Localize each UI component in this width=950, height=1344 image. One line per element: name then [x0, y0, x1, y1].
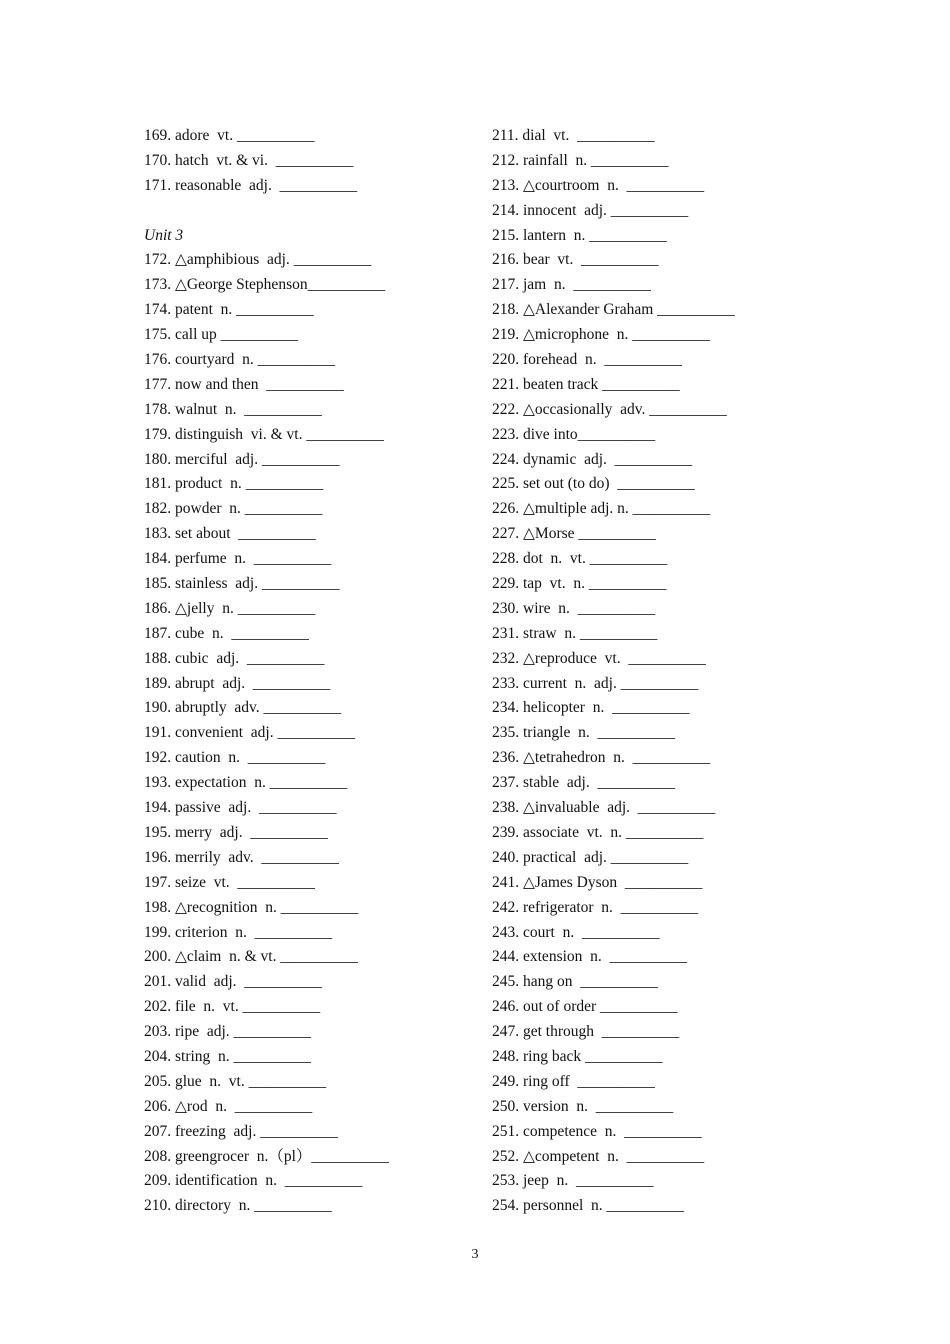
vocab-entry: 242. refrigerator n. __________ — [492, 898, 699, 916]
vocab-entry: 190. abruptly adv. __________ — [144, 699, 342, 717]
unit-heading: Unit 3 — [144, 226, 184, 244]
vocab-entry: 211. dial vt. __________ — [492, 127, 655, 144]
vocab-entry: 173. △George Stephenson__________ — [144, 276, 386, 294]
vocab-entry: 234. helicopter n. __________ — [492, 699, 690, 717]
vocab-entry: 212. rainfall n. __________ — [492, 151, 669, 169]
vocab-entry: 244. extension n. __________ — [492, 948, 688, 966]
vocab-entry: 226. △multiple adj. n. __________ — [492, 500, 711, 518]
vocab-entry: 218. △Alexander Graham __________ — [492, 301, 735, 319]
vocab-entry: 172. △amphibious adj. __________ — [144, 251, 372, 269]
vocab-entry: 237. stable adj. __________ — [492, 774, 675, 792]
vocab-entry: 202. file n. vt. __________ — [144, 998, 321, 1016]
vocab-entry: 177. now and then __________ — [144, 375, 344, 393]
vocabulary-right-column — [492, 124, 892, 1219]
vocab-entry: 251. competence n. __________ — [492, 1122, 702, 1140]
vocab-entry: 252. △competent n. __________ — [492, 1147, 705, 1165]
vocab-entry: 241. △James Dyson __________ — [492, 873, 703, 891]
vocab-entry: 232. △reproduce vt. __________ — [492, 649, 706, 667]
vocab-entry: 221. beaten track __________ — [492, 375, 680, 393]
vocab-entry: 181. product n. __________ — [144, 475, 324, 493]
vocab-entry: 217. jam n. __________ — [492, 276, 651, 294]
vocab-entry: 239. associate vt. n. __________ — [492, 823, 704, 841]
vocab-entry: 249. ring off __________ — [492, 1072, 655, 1090]
vocab-entry: 178. walnut n. __________ — [144, 400, 322, 418]
vocab-entry: 185. stainless adj. __________ — [144, 575, 340, 593]
vocab-entry: 229. tap vt. n. __________ — [492, 575, 667, 593]
vocab-entry: 200. △claim n. & vt. __________ — [144, 948, 358, 966]
vocab-entry: 186. △jelly n. __________ — [144, 599, 316, 617]
vocab-entry: 231. straw n. __________ — [492, 624, 658, 642]
vocab-entry: 223. dive into__________ — [492, 425, 656, 443]
vocab-entry: 180. merciful adj. __________ — [144, 450, 340, 468]
vocab-entry: 176. courtyard n. __________ — [144, 351, 336, 369]
vocab-entry: 182. powder n. __________ — [144, 500, 323, 518]
vocab-entry: 207. freezing adj. __________ — [144, 1122, 338, 1140]
vocab-entry: 210. directory n. __________ — [144, 1197, 332, 1215]
vocab-entry: 175. call up __________ — [144, 326, 299, 344]
page-number: 3 — [471, 1247, 479, 1262]
vocab-entry: 187. cube n. __________ — [144, 624, 309, 642]
vocab-entry: 220. forehead n. __________ — [492, 351, 682, 369]
vocab-entry: 240. practical adj. __________ — [492, 848, 689, 866]
vocab-entry: 201. valid adj. __________ — [144, 973, 322, 991]
vocab-entry: 228. dot n. vt. __________ — [492, 550, 668, 568]
vocab-entry: 191. convenient adj. __________ — [144, 724, 355, 742]
vocab-entry: 179. distinguish vi. & vt. __________ — [144, 425, 384, 443]
blank-line — [144, 199, 474, 224]
vocab-entry: 193. expectation n. __________ — [144, 774, 348, 792]
vocab-entry: 248. ring back __________ — [492, 1047, 663, 1065]
vocab-entry: 189. abrupt adj. __________ — [144, 674, 331, 692]
vocab-entry: 204. string n. __________ — [144, 1047, 312, 1065]
vocab-entry: 183. set about __________ — [144, 525, 316, 543]
vocab-entry: 225. set out (to do) __________ — [492, 475, 695, 493]
vocab-entry: 197. seize vt. __________ — [144, 873, 315, 891]
vocab-entry: 192. caution n. __________ — [144, 749, 326, 767]
vocab-entry: 194. passive adj. __________ — [144, 799, 337, 817]
vocab-entry: 198. △recognition n. __________ — [144, 898, 359, 916]
vocab-entry: 246. out of order __________ — [492, 998, 678, 1016]
vocab-entry: 247. get through __________ — [492, 1023, 680, 1041]
vocab-entry: 235. triangle n. __________ — [492, 724, 675, 742]
vocab-entry: 169. adore vt. __________ — [144, 127, 315, 144]
vocab-entry: 209. identification n. __________ — [144, 1172, 363, 1190]
vocab-entry: 243. court n. __________ — [492, 923, 660, 941]
vocab-entry: 216. bear vt. __________ — [492, 251, 659, 269]
vocab-entry: 213. △courtroom n. __________ — [492, 176, 705, 194]
vocab-entry: 233. current n. adj. __________ — [492, 674, 699, 692]
vocab-entry: 205. glue n. vt. __________ — [144, 1072, 327, 1090]
vocab-entry: 188. cubic adj. __________ — [144, 649, 325, 667]
vocab-entry: 245. hang on __________ — [492, 973, 658, 991]
vocab-entry: 238. △invaluable adj. __________ — [492, 799, 716, 817]
vocab-entry: 170. hatch vt. & vi. __________ — [144, 151, 354, 169]
vocabulary-left-column — [144, 124, 474, 1219]
vocab-entry: 184. perfume n. __________ — [144, 550, 332, 568]
vocab-entry: 199. criterion n. __________ — [144, 923, 333, 941]
vocab-entry: 219. △microphone n. __________ — [492, 326, 710, 344]
vocab-entry: 196. merrily adv. __________ — [144, 848, 339, 866]
vocab-entry: 208. greengrocer n.（pl）__________ — [144, 1147, 389, 1165]
vocab-entry: 236. △tetrahedron n. __________ — [492, 749, 711, 767]
vocab-entry: 214. innocent adj. __________ — [492, 201, 689, 219]
vocab-entry: 227. △Morse __________ — [492, 525, 656, 543]
vocab-entry: 174. patent n. __________ — [144, 301, 314, 319]
vocab-entry: 250. version n. __________ — [492, 1097, 674, 1115]
vocab-entry: 203. ripe adj. __________ — [144, 1023, 312, 1041]
vocab-entry: 222. △occasionally adv. __________ — [492, 400, 727, 418]
vocab-entry: 215. lantern n. __________ — [492, 226, 667, 244]
vocab-entry: 254. personnel n. __________ — [492, 1197, 685, 1215]
vocab-entry: 224. dynamic adj. __________ — [492, 450, 693, 468]
vocab-entry: 171. reasonable adj. __________ — [144, 176, 358, 194]
vocab-entry: 195. merry adj. __________ — [144, 823, 328, 841]
vocab-entry: 230. wire n. __________ — [492, 599, 656, 617]
vocab-entry: 253. jeep n. __________ — [492, 1172, 654, 1190]
vocab-entry: 206. △rod n. __________ — [144, 1097, 313, 1115]
